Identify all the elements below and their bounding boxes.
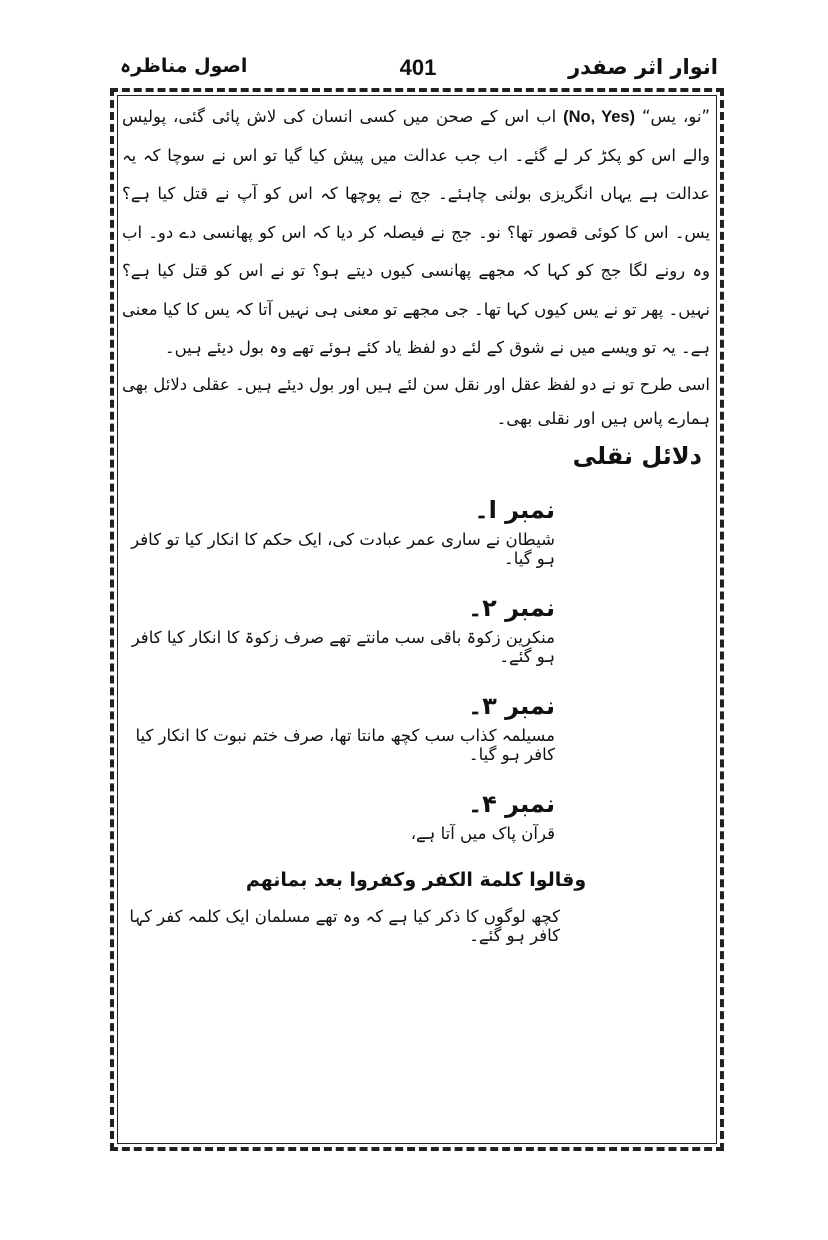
item-text-2: منکرین زکوۃ باقی سب مانتے تھے صرف زکوۃ کا انکار کیا کافر ہو گئے۔ [131,627,555,666]
chapter-title: اصول مناظرہ [120,55,248,77]
closing-text: کچھ لوگوں کا ذکر کیا ہے کہ وہ تھے مسلمان ایک کلمہ کفر کہا کافر ہو گئے۔ [129,906,560,945]
item-text-1: شیطان نے ساری عمر عبادت کی، ایک حکم کا انکار کیا تو کافر ہو گیا۔ [131,529,555,568]
item-heading-2: نمبر ۲۔ [468,593,555,622]
book-title: انوار اثر صفدر [568,55,718,79]
quran-verse: وقالوا كلمة الكفر وكفروا بعد بمانهم [245,868,587,891]
item-heading-3: نمبر ۳۔ [468,691,555,720]
page-number: 401 [399,55,437,80]
paragraph-story [122,98,710,368]
english-words: (No, Yes) [563,108,636,126]
item-text-3: مسیلمہ کذاب سب کچھ مانتا تھا، صرف ختم نبوت کا انکار کیا کافر ہو گیا۔ [135,725,555,764]
item-heading-1: نمبر ا۔ [474,495,555,524]
page-header [112,55,724,87]
item-text-4: قرآن پاک میں آتا ہے، [410,823,555,843]
no-yes-quote: ”نو، یس“ [641,107,710,126]
item-heading-4: نمبر ۴۔ [468,789,555,818]
paragraph-reason: اسی طرح تو نے دو لفظ عقل اور نقل سن لئے ہیں اور بول دیئے ہیں۔ عقلی دلائل بھی ہمارے پاس ہیں اور نقلی بھی۔ [122,374,710,428]
section-title: دلائل نقلی [572,441,702,470]
page-content [122,98,710,945]
story-text: اب اس کے صحن میں کسی انسان کی لاش پائی گئی، پولیس والے اس کو پکڑ کر لے گئے۔ اب جب عدالت میں پیش کیا گیا تو اس نے سوچا کہ یہ عدالت ہے یہاں انگریزی بولنی چاہئے۔ جج نے پوچھا کہ اس کو آپ نے قتل کیا ہے؟ یس۔ اس کا کوئی قصور تھا؟ نو۔ جج نے فیصلہ کر دیا کہ اس کو پھانسی دے دو۔ اب وہ رونے لگا جج کو کہا کہ مجھے پھانسی کیوں دیتے ہو؟ تو نے اس کو قتل کیا ہے؟ نہیں۔ پھر تو نے یس کیوں کہا تھا۔ جی مجھے تو معنی ہی نہیں آتا کہ یس کا کیا معنی ہے۔ یہ تو ویسے میں نے شوق کے لئے دو لفظ یاد کئے ہوئے تھے وہ بول دیئے ہیں۔ [122,107,710,357]
